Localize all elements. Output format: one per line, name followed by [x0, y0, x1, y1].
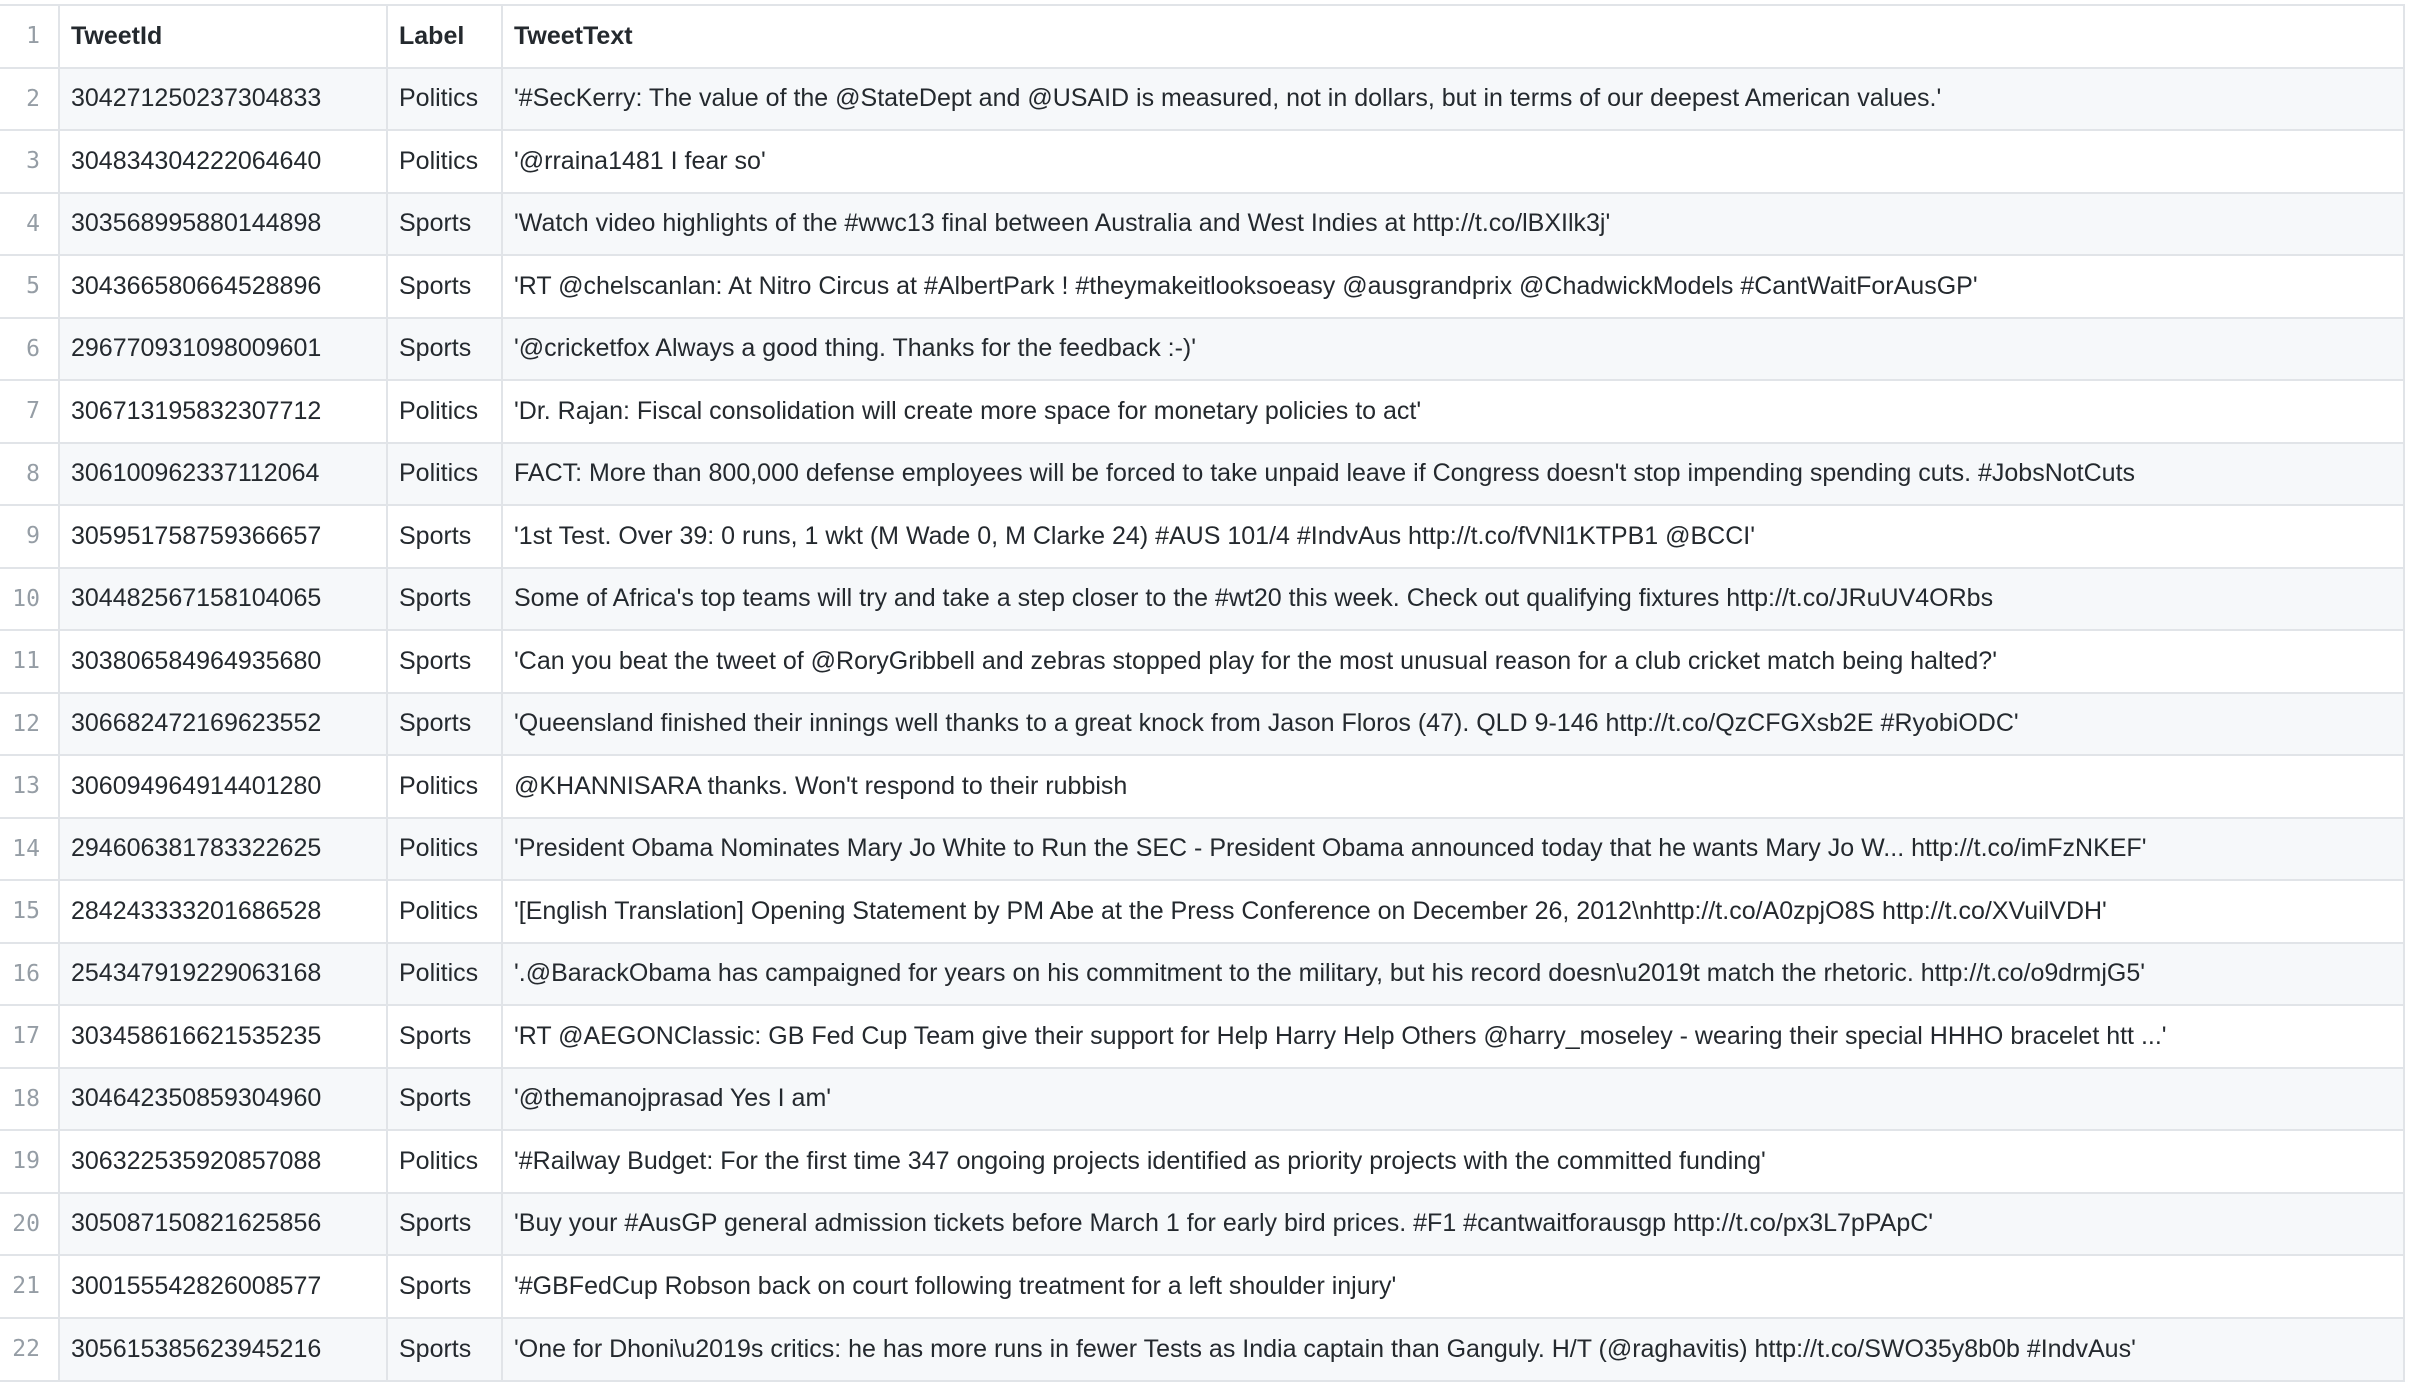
cell-tweetid: 306322535920857088: [59, 1130, 387, 1193]
cell-tweettext: @KHANNISARA thanks. Won't respond to their rubbish: [502, 755, 2403, 818]
cell-tweetid: 254347919229063168: [59, 943, 387, 1006]
line-number[interactable]: 13: [0, 755, 59, 818]
line-number[interactable]: 8: [0, 443, 59, 506]
cell-label: Sports: [387, 1005, 502, 1068]
table-row: [0, 193, 2403, 256]
line-number[interactable]: 22: [0, 1318, 59, 1381]
line-number[interactable]: 16: [0, 943, 59, 1006]
cell-label: Sports: [387, 568, 502, 631]
cell-label: Politics: [387, 380, 502, 443]
line-number[interactable]: 17: [0, 1005, 59, 1068]
table-row: [0, 693, 2403, 756]
cell-tweetid: 306094964914401280: [59, 755, 387, 818]
table-row: [0, 1130, 2403, 1193]
table-row: [0, 630, 2403, 693]
cell-label: Sports: [387, 630, 502, 693]
line-number[interactable]: 7: [0, 380, 59, 443]
line-number[interactable]: 2: [0, 68, 59, 131]
cell-label: Politics: [387, 943, 502, 1006]
cell-tweettext: 'One for Dhoni\u2019s critics: he has more runs in fewer Tests as India captain than Ganguly. H/T (@raghavitis) http://t.co/SWO35y8b0b #IndvAus': [502, 1318, 2403, 1381]
cell-label: Sports: [387, 255, 502, 318]
cell-tweetid: 300155542826008577: [59, 1255, 387, 1318]
cell-label: Sports: [387, 505, 502, 568]
cell-tweettext: '@themanojprasad Yes I am': [502, 1068, 2403, 1131]
cell-tweetid: 304366580664528896: [59, 255, 387, 318]
table-row: [0, 443, 2403, 506]
cell-tweetid: 304482567158104065: [59, 568, 387, 631]
cell-tweettext: Some of Africa's top teams will try and take a step closer to the #wt20 this week. Check out qualifying fixtures http://t.co/JRuUV4ORbs: [502, 568, 2403, 631]
table-row: [0, 255, 2403, 318]
cell-tweetid: 306682472169623552: [59, 693, 387, 756]
table-row: [0, 755, 2403, 818]
cell-tweettext: '#SecKerry: The value of the @StateDept and @USAID is measured, not in dollars, but in terms of our deepest American values.': [502, 68, 2403, 131]
cell-tweetid: 305951758759366657: [59, 505, 387, 568]
table-row: [0, 1318, 2403, 1381]
cell-label: Politics: [387, 880, 502, 943]
line-number[interactable]: 12: [0, 693, 59, 756]
csv-table: [0, 4, 2403, 1380]
cell-tweetid: 304271250237304833: [59, 68, 387, 131]
line-number[interactable]: 9: [0, 505, 59, 568]
line-number[interactable]: 15: [0, 880, 59, 943]
cell-label: Sports: [387, 1318, 502, 1381]
table-row: [0, 318, 2403, 381]
table-row: [0, 130, 2403, 193]
cell-tweettext: 'Watch video highlights of the #wwc13 final between Australia and West Indies at http://t.co/lBXIlk3j': [502, 193, 2403, 256]
cell-tweetid: 306100962337112064: [59, 443, 387, 506]
cell-label: Sports: [387, 1255, 502, 1318]
cell-label: Sports: [387, 1193, 502, 1256]
line-number[interactable]: 3: [0, 130, 59, 193]
line-number[interactable]: 1: [0, 5, 59, 68]
cell-tweettext: '.@BarackObama has campaigned for years on his commitment to the military, but his record doesn\u2019t match the rhetoric. http://t.co/o9drmjG5': [502, 943, 2403, 1006]
cell-tweettext: '@cricketfox Always a good thing. Thanks for the feedback :-)': [502, 318, 2403, 381]
cell-tweettext: '1st Test. Over 39: 0 runs, 1 wkt (M Wade 0, M Clarke 24) #AUS 101/4 #IndvAus http://t.co/fVNl1KTPB1 @BCCI': [502, 505, 2403, 568]
table-row: [0, 568, 2403, 631]
table-row: [0, 943, 2403, 1006]
cell-label: Politics: [387, 130, 502, 193]
cell-tweetid: 303568995880144898: [59, 193, 387, 256]
cell-label: Sports: [387, 693, 502, 756]
cell-tweettext: 'Queensland finished their innings well thanks to a great knock from Jason Floros (47). QLD 9-146 http://t.co/QzCFGXsb2E #RyobiODC': [502, 693, 2403, 756]
cell-label: Politics: [387, 443, 502, 506]
cell-tweettext: 'Can you beat the tweet of @RoryGribbell and zebras stopped play for the most unusual reason for a club cricket match being halted?': [502, 630, 2403, 693]
cell-tweettext: '#Railway Budget: For the first time 347 ongoing projects identified as priority projects with the committed funding': [502, 1130, 2403, 1193]
cell-tweettext: 'President Obama Nominates Mary Jo White to Run the SEC - President Obama announced today that he wants Mary Jo W... http://t.co/imFzNKEF': [502, 818, 2403, 881]
line-number[interactable]: 21: [0, 1255, 59, 1318]
cell-tweettext: 'Dr. Rajan: Fiscal consolidation will create more space for monetary policies to act': [502, 380, 2403, 443]
cell-tweetid: 303806584964935680: [59, 630, 387, 693]
cell-label: Politics: [387, 1130, 502, 1193]
line-number[interactable]: 19: [0, 1130, 59, 1193]
cell-tweetid: 306713195832307712: [59, 380, 387, 443]
table-row: [0, 68, 2403, 131]
cell-tweetid: 284243333201686528: [59, 880, 387, 943]
cell-label: Politics: [387, 68, 502, 131]
table-row: [0, 880, 2403, 943]
cell-tweettext: FACT: More than 800,000 defense employees will be forced to take unpaid leave if Congress doesn't stop impending spending cuts. #JobsNotCuts: [502, 443, 2403, 506]
header-tweetid: TweetId: [59, 5, 387, 68]
cell-label: Politics: [387, 818, 502, 881]
cell-tweettext: 'RT @AEGONClassic: GB Fed Cup Team give their support for Help Harry Help Others @harry_moseley - wearing their special HHHO bracelet htt ...': [502, 1005, 2403, 1068]
cell-tweetid: 305615385623945216: [59, 1318, 387, 1381]
cell-tweettext: '@rraina1481 I fear so': [502, 130, 2403, 193]
table-row: [0, 1193, 2403, 1256]
table-row: [0, 1068, 2403, 1131]
cell-label: Sports: [387, 1068, 502, 1131]
cell-label: Sports: [387, 193, 502, 256]
cell-label: Sports: [387, 318, 502, 381]
line-number[interactable]: 5: [0, 255, 59, 318]
cell-label: Politics: [387, 755, 502, 818]
line-number[interactable]: 4: [0, 193, 59, 256]
header-label: Label: [387, 5, 502, 68]
cell-tweettext: 'RT @chelscanlan: At Nitro Circus at #AlbertPark ! #theymakeitlooksoeasy @ausgrandprix @ChadwickModels #CantWaitForAusGP': [502, 255, 2403, 318]
cell-tweetid: 303458616621535235: [59, 1005, 387, 1068]
cell-tweettext: '[English Translation] Opening Statement by PM Abe at the Press Conference on December 26, 2012\nhttp://t.co/A0zpjO8S http://t.co/XVuilVDH': [502, 880, 2403, 943]
csv-table-container: [0, 4, 2405, 1382]
line-number[interactable]: 20: [0, 1193, 59, 1256]
cell-tweetid: 305087150821625856: [59, 1193, 387, 1256]
line-number[interactable]: 6: [0, 318, 59, 381]
cell-tweetid: 304834304222064640: [59, 130, 387, 193]
table-row: [0, 1255, 2403, 1318]
line-number[interactable]: 11: [0, 630, 59, 693]
table-row: [0, 505, 2403, 568]
line-number[interactable]: 18: [0, 1068, 59, 1131]
cell-tweettext: '#GBFedCup Robson back on court following treatment for a left shoulder injury': [502, 1255, 2403, 1318]
line-number[interactable]: 14: [0, 818, 59, 881]
cell-tweettext: 'Buy your #AusGP general admission tickets before March 1 for early bird prices. #F1 #cantwaitforausgp http://t.co/px3L7pPApC': [502, 1193, 2403, 1256]
header-tweettext: TweetText: [502, 5, 2403, 68]
cell-tweetid: 304642350859304960: [59, 1068, 387, 1131]
table-row: [0, 818, 2403, 881]
header-row: [0, 5, 2403, 68]
table-row: [0, 380, 2403, 443]
cell-tweetid: 294606381783322625: [59, 818, 387, 881]
line-number[interactable]: 10: [0, 568, 59, 631]
cell-tweetid: 296770931098009601: [59, 318, 387, 381]
table-row: [0, 1005, 2403, 1068]
